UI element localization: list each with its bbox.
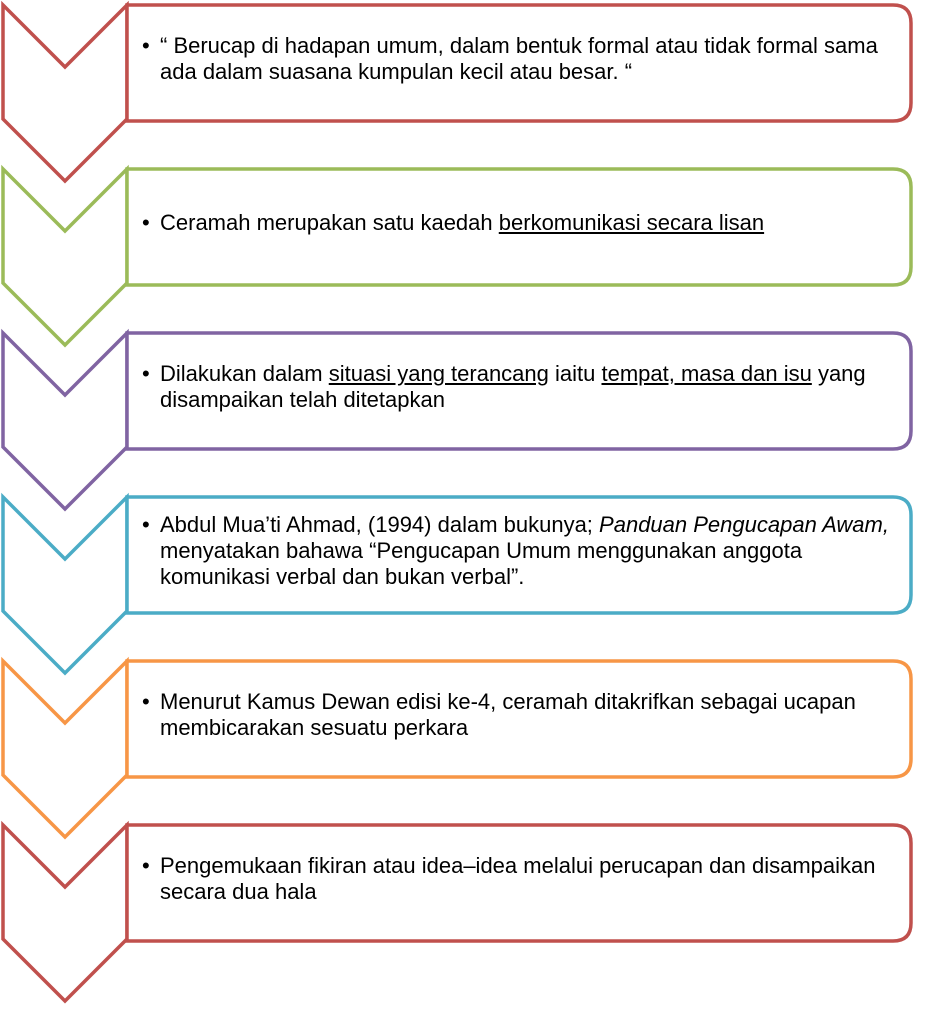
text-segment: iaitu <box>548 361 602 386</box>
text-segment: yang disampaikan telah ditetapkan <box>160 361 866 412</box>
text-segment: Abdul Mua’ti Ahmad, (1994) dalam bukunya; <box>160 512 600 537</box>
bullet-point: • <box>142 512 150 537</box>
step-shapes <box>0 656 927 842</box>
step-chevron-arrow <box>3 825 127 1001</box>
text-segment: Dilakukan dalam <box>160 361 329 386</box>
step-description <box>160 33 910 85</box>
text-segment: Ceramah merupakan satu kaedah <box>160 210 499 235</box>
text-segment: Menurut Kamus Dewan edisi ke-4, ceramah ditakrifkan sebagai ucapan membicarakan sesuatu perkara <box>160 689 856 740</box>
bullet-point: • <box>142 361 150 386</box>
step-text <box>142 210 910 236</box>
step-chevron-arrow <box>3 169 127 345</box>
text-segment: situasi yang terancang <box>328 361 549 386</box>
step-description <box>160 689 910 741</box>
step-text <box>142 689 910 741</box>
text-segment: Panduan Pengucapan Awam, <box>599 512 889 537</box>
step-text <box>142 512 910 590</box>
step-shapes <box>0 164 927 350</box>
step-text <box>142 853 910 905</box>
step-shapes <box>0 328 927 514</box>
step-description <box>160 361 910 413</box>
step-description <box>160 853 910 905</box>
text-segment: berkomunikasi secara lisan <box>498 210 765 235</box>
text-segment: “ Berucap di hadapan umum, dalam bentuk formal atau tidak formal sama ada dalam suasana kumpulan kecil atau besar. “ <box>160 33 878 84</box>
step-chevron-arrow <box>3 661 127 837</box>
bullet-point: • <box>142 689 150 714</box>
step-chevron-arrow <box>3 5 127 181</box>
text-segment: menyatakan bahawa “Pengucapan Umum menggunakan anggota komunikasi verbal dan bukan verbal”. <box>160 538 803 589</box>
bullet-point: • <box>142 853 150 878</box>
bullet-point: • <box>142 210 150 235</box>
step-text <box>142 361 910 413</box>
step-chevron-arrow <box>3 497 127 673</box>
step-chevron-arrow <box>3 333 127 509</box>
text-segment: tempat, masa dan isu <box>601 361 812 386</box>
text-segment: Pengemukaan fikiran atau idea–idea melalui perucapan dan disampaikan secara dua hala <box>160 853 876 904</box>
bullet-point: • <box>142 33 150 58</box>
step-shapes <box>0 0 927 186</box>
step-description <box>160 210 910 236</box>
step-text <box>142 33 910 85</box>
step-description <box>160 512 910 590</box>
step-shapes <box>0 820 927 1006</box>
